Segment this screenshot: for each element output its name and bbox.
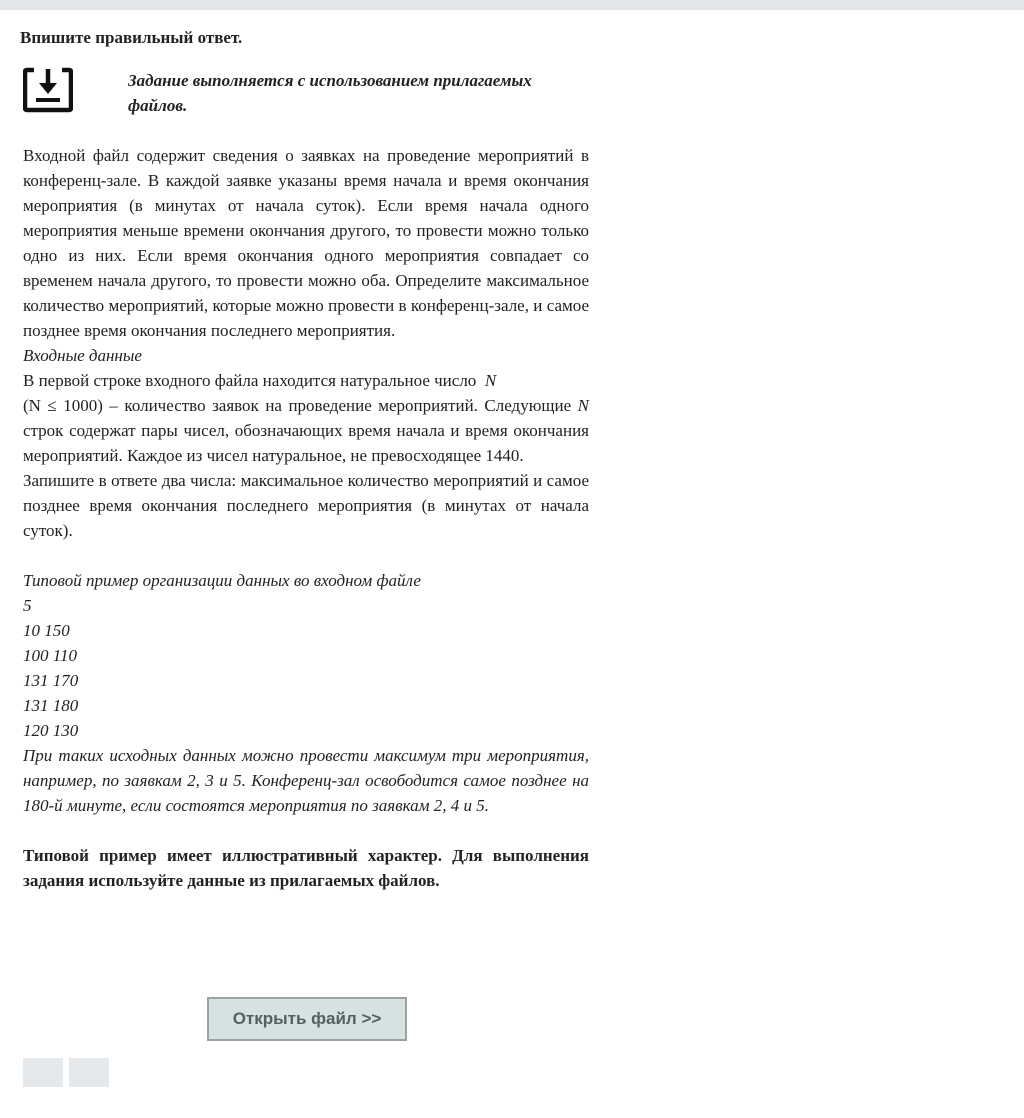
example-line: 131 180 — [23, 696, 79, 715]
input-data-description — [23, 368, 589, 468]
example-line: 100 110 — [23, 646, 77, 665]
answer-prompt: Впишите правильный ответ. — [20, 28, 243, 47]
input-text-3: строк содержат пары чисел, обозначающих время начала и время окончания мероприятий. Каждое из чисел натуральное, не превосходящее 1440. — [23, 421, 589, 465]
example-line: 120 130 — [23, 721, 79, 740]
n-variable: N — [484, 371, 497, 390]
n-variable: N — [577, 396, 589, 415]
illustrative-note: Типовой пример имеет иллюстративный характер. Для выполнения задания используйте данные из прилагаемых файлов. — [23, 846, 589, 890]
top-bar — [0, 0, 1024, 10]
attached-files-note: Задание выполняется с использованием прилагаемых файлов. — [128, 71, 532, 115]
input-text-2: – количество заявок на проведение мероприятий. Следующие — [109, 396, 572, 415]
example-line: 131 170 — [23, 671, 79, 690]
pager-button-1[interactable] — [23, 1058, 63, 1087]
example-heading: Типовой пример организации данных во входном файле — [23, 571, 421, 590]
example-line: 10 150 — [23, 621, 70, 640]
example-line: 5 — [23, 596, 32, 615]
download-file-icon — [23, 67, 73, 113]
open-file-button[interactable]: Открыть файл >> — [207, 997, 407, 1041]
answer-format: Запишите в ответе два числа: максимальное количество мероприятий и самое позднее время окончания последнего мероприятия (в минутах от начала суток). — [23, 471, 589, 540]
example-explanation: При таких исходных данных можно провести максимум три мероприятия, например, по заявкам 2, 3 и 5. Конференц-зал освободится самое позднее на 180-й минуте, если состоятся мероприятия по заявкам 2, 4 и 5. — [23, 746, 589, 815]
input-data-heading: Входные данные — [23, 346, 142, 365]
pager-button-2[interactable] — [69, 1058, 109, 1087]
n-constraint: (N ≤ 1000) — [23, 396, 103, 415]
task-content — [23, 143, 589, 893]
task-description: Входной файл содержит сведения о заявках на проведение мероприятий в конференц-зале. В каждой заявке указаны время начала и время окончания мероприятия (в минутах от начала суток). Если время начала одного мероприятия меньше времени окончания другого, то провести можно только одно из них. Если время окончания одного мероприятия совпадает со временем начала другого, то провести можно оба. Определите максимальное количество мероприятий, которые можно провести в конференц-зале, и самое позднее время окончания последнего мероприятия. — [23, 146, 589, 340]
input-text-1: В первой строке входного файла находится натуральное число — [23, 371, 477, 390]
